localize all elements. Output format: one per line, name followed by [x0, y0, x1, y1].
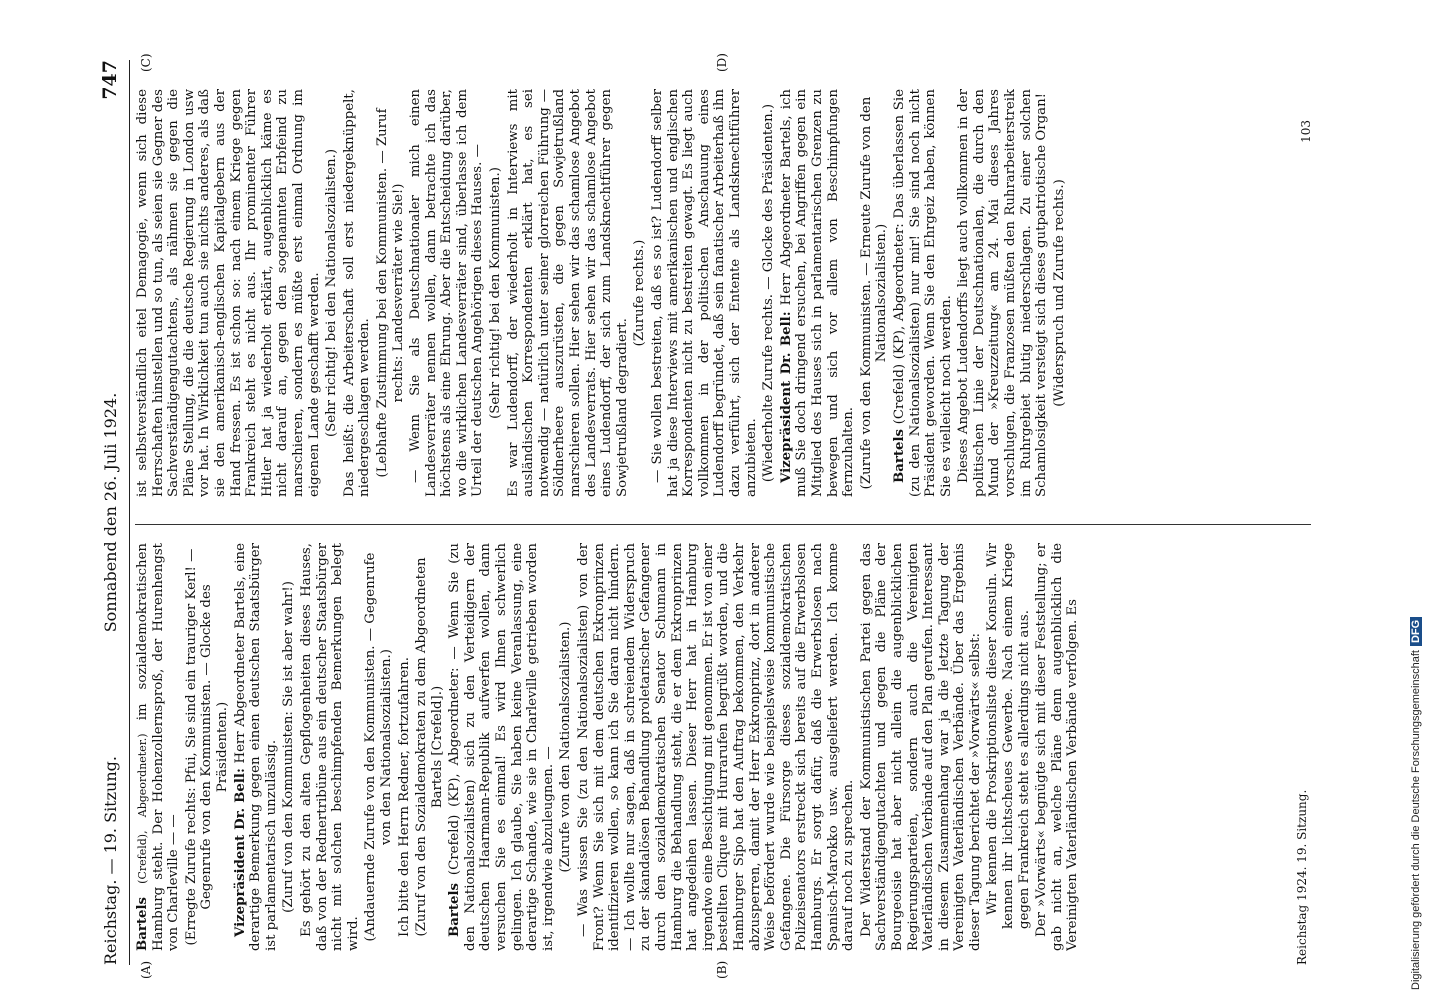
- paragraph-text: — Was wissen Sie (zu den Nationalsozialisten) von der Front? Wenn Sie sich mit dem deutschen Exkronprinzen identifizieren wollen, so kann ich Sie daran nicht hindern. — Ich wollte nur sagen, daß in schreiendem Widerspruch zu der skandalösen Behandlung proletarischer Gefangener durch den sozialdemokratischen Senator Schumann in Hamburg die Behandlung steht, die er dem Exkronprinzen hat angedeihen lassen. Dieser Herr hat in Hamburg irgendwo eine Besichtigung mit genommen. Er ist von einer bestellten Clique mit Hurrarufen begrüßt worden, und die Hamburger Sipo hat den Auftrag bekommen, den Verkehr abzusperren, damit der Herr Exkronprinz, dort in anderer Weise befördert wurde wie beispielsweise kommunistische Gefangene. Die Fürsorge dieses sozialdemokratischen Polizeisenators erstreckt sich bereits auf die Erwerbslosen Hamburgs. Er sorgt dafür, daß die Erwerbslosen nach Spanisch-Marokko usw. ausgeliefert werden. Ich komme darauf noch zu sprechen.: [576, 543, 857, 951]
- paragraph-text: Das heißt: die Arbeiterschaft soll erst niedergeknüppelt, niedergeschlagen werden.: [341, 89, 373, 497]
- dfg-logo: DFG: [1410, 617, 1422, 646]
- paragraph-text: (Lebhafte Zustimmung bei den Kommunisten. — Zuruf rechts: Landesverräter wie Sie!): [374, 108, 406, 478]
- paragraph: [324, 89, 340, 497]
- paragraph: [985, 543, 1032, 929]
- paragraph-text: (Andauernde Zurufe von den Kommunisten. — Gegenrufe von den Nationalsozialisten.): [363, 552, 394, 942]
- paragraph-text: Es gehört zu den alten Gepflogenheiten dieses Hauses, daß von der Rednertribüne aus ein deutscher Staatsbürger nicht mit solchen beschimpfenden Bemerkungen belegt wird.: [298, 543, 361, 951]
- paragraph: [363, 543, 394, 951]
- paragraph: [1052, 89, 1068, 497]
- paragraph-text: Es war Ludendorff, der wiederholt in Interviews mit ausländischen Korrespondenten erklärt hat, es sei notwendig — natürlich unter seiner glorreichen Führung — Söldnerheere auszurüsten, die gegen Sowjetrußland marschieren sollen. Hier sehen wir das schamlose Angebot des Landesverrats. Hier sehen wir das schamlose Angebot eines Ludendorff, der sich zum Landsknechtführer gegen Sowjetrußland degradiert.: [505, 89, 630, 497]
- paragraph-text: — Sie wollen bestreiten, daß es so ist? Ludendorff selber hat ja diese Interviews mit amerikanischen und englischen Korrespondenten nicht zu bestreiten gewagt. Es liegt auch vollkommen in der politischen Anschauung eines Ludendorff begründet, daß sein fanatischer Arbeiterhaß ihn dazu verführt, sich der Entente als Landsknechtführer anzubieten.: [650, 89, 759, 497]
- paragraph: [408, 89, 486, 497]
- paragraph-text: (Zuruf von den Sozialdemokraten zu dem Abgeordneten Bartels [Crefeld].): [414, 557, 445, 937]
- paragraph-text: Der Widerstand der Kommunistischen Partei gegen das Sachverständigengutachten und gegen die Pläne der Bourgeoisie hat aber nicht allein die augenblicklichen Regierungsparteien, sondern auch die Vereinigten Vaterländischen Verbände auf den Plan gerufen. Interessant in diesem Zusammenhang war ja die letzte Tagung der Vereinigten Vaterländischen Verbände. Über das Ergebnis dieser Tagung berichtet der »Vorwärts« selbst:: [858, 543, 983, 951]
- paragraph: [859, 89, 890, 497]
- paragraph-text: (Zuruf von den Kommunisten: Sie ist aber wahr!): [281, 581, 297, 913]
- speaker-name: Vizepräsident Dr. Bell:: [778, 311, 794, 483]
- paragraph-text: (Zurufe rechts.): [632, 239, 648, 347]
- funding-label: Digitalisierung gefördert durch die Deutsche Forschungsgemeinschaft: [1410, 650, 1422, 990]
- paragraph-text: Wir kennen die Proskriptionsliste dieser Konsuln. Wir kennen ihr lichtscheues Gewerbe. Nach einem Kriege gegen Frankreich steht es allerdings nicht aus.: [985, 543, 1032, 929]
- paragraph-text: — Wenn Sie als Deutschnationaler mich einen Landesverräter nennen wollen, dann betrachte ich das höchstens als eine Ehrung. Aber die Entscheidung darüber, wo die wirklichen Landesverräter sind, überlasse ich dem Urteil der deutschen Angehörigen dieses Hauses. —: [408, 89, 486, 497]
- paragraph-text: ist selbstverständlich eitel Demagogie, wenn sich diese Herrschaften hinstellen und so tun, als seien sie Gegner des Sachverständigengutachtens, als nähmen sie gegen die Pläne Stellung, die die deutsche Regierung in London usw vor hat. In Wirklichkeit tun auch sie nichts anderes, als daß sie den amerikanisch-englischen Kapitalgebern aus der Hand fressen. Es ist schon so: nach einem Kriege gegen Frankreich steht es nicht aus. Ihr prominenter Führer Hitler hat ja wiederholt erklärt, augenblicklich käme es nicht darauf an, gegen den sogenannten Erbfeind zu marschieren, sondern es müßte erst einmal Ordnung im eigenen Lande geschafft werden.: [135, 89, 322, 497]
- page-number: 747: [99, 60, 121, 100]
- paragraph: [558, 543, 574, 951]
- margin-mark-d: (D): [715, 53, 729, 72]
- paragraph: [859, 543, 984, 951]
- paragraph-text: (Zurufe von den Kommunisten. — Erneute Zurufe von den Nationalsozialisten.): [858, 96, 890, 490]
- right-column: [135, 89, 1315, 497]
- margin-mark-a: (A): [139, 960, 153, 979]
- margin-mark-b: (B): [715, 960, 729, 979]
- paragraph: [342, 89, 373, 497]
- paragraph: [281, 543, 297, 951]
- paragraph: [761, 89, 777, 497]
- footer-session: Reichstag 1924. 19. Sitzung.: [1295, 789, 1309, 965]
- paragraph-text: Dieses Angebot Ludendorffs liegt auch vollkommen in der politischen Linie der Deutschnationalen, die durch den Mund der »Kreuzzeitung« am 24. Mai dieses Jahres vorschlugen, die Franzosen müßten den Ruhrarbeiterstreik im Ruhrgebiet blutig niederschlagen. Zu einer solchen Schamlosigkeit versteigt sich dieses gutpatriotische Organ!: [956, 89, 1050, 497]
- paragraph: [650, 89, 759, 497]
- paragraph-text: Der »Vorwärts« begnügte sich mit dieser Feststellung; er gab nicht an, welche Pläne denn augenblicklich die Vereinigten Vaterländischen Verbände verfolgen. Es: [1034, 543, 1081, 951]
- paragraph: [632, 89, 648, 497]
- paragraph: [576, 543, 857, 951]
- paragraph-text: (Crefeld) (KP), Abgeordneter: Das überlassen Sie (zu den Nationalsozialisten) nur mir! Sie sind noch nicht Präsident geworden. Wenn Sie den Ehrgeiz haben, können Sie es vielleicht noch werden.: [891, 89, 954, 497]
- paragraph: [488, 89, 504, 497]
- paragraph: [414, 543, 445, 951]
- paragraph-text: (Erregte Zurufe rechts: Pfui, Sie sind ein trauriger Kerl! — Gegenrufe von den Kommunisten. — Glocke des Präsidenten.): [183, 548, 230, 946]
- left-column: [135, 543, 1315, 951]
- paragraph-text: Herr Abgeordneter Bartels, ich muß Sie doch dringend ersuchen, bei Angriffen gegen ein Mitglied des Hauses sich in parlamentarischen Grenzen zu bewegen und sich vor allem von Beschimpfungen fernzuhalten.: [778, 89, 857, 497]
- paragraph: [375, 89, 406, 497]
- paragraph-text: (Sehr richtig! bei den Kommunisten.): [488, 167, 504, 419]
- funding-note: [1410, 0, 1430, 990]
- paragraph: [506, 89, 631, 497]
- paragraph: [447, 543, 556, 951]
- paragraph: [299, 543, 361, 951]
- margin-mark-c: (C): [139, 53, 153, 72]
- paragraph-text: (Wiederholte Zurufe rechts. — Glocke des Präsidenten.): [761, 103, 777, 483]
- paragraph-text: Ich bitte den Herrn Redner, fortzufahren.: [396, 657, 412, 937]
- paragraph: [779, 89, 857, 497]
- paragraph-text: (Zurufe von den Nationalsozialisten.): [558, 621, 574, 873]
- column-divider: [135, 524, 1311, 525]
- paragraph-text: (Widerspruch und Zurufe rechts.): [1051, 179, 1067, 407]
- paragraph: [233, 543, 280, 951]
- speaker-name: Bartels: [447, 883, 463, 937]
- paragraph-text: im sozialdemokratischen Hamburg steht. Der Hohenzollernsproß, der Hurenhengst von Charleville — —: [135, 543, 182, 951]
- paragraph-text: (Sehr richtig! bei den Nationalsozialisten.): [324, 148, 340, 438]
- paragraph: [135, 89, 322, 497]
- paragraph: [1034, 543, 1081, 951]
- signature-number: 103: [1299, 120, 1313, 143]
- paragraph: [135, 543, 182, 951]
- paragraph: [892, 89, 954, 497]
- paragraph-text: Herr Abgeordneter Bartels, eine derartige Bemerkung gegen einen deutschen Staatsbürger ist parlamentarisch unzulässig.: [232, 543, 279, 951]
- speaker-affiliation: (Crefeld), Abgeordneter.): [136, 720, 149, 897]
- document-page: [95, 53, 1320, 979]
- paragraph: [956, 89, 1050, 497]
- speaker-name: Vizepräsident Dr. Bell:: [232, 768, 248, 937]
- paragraph: [397, 543, 413, 951]
- page-header: [95, 60, 130, 965]
- paragraph: [184, 543, 231, 951]
- header-session: Reichstag. — 19. Sitzung.: [101, 756, 120, 965]
- paragraph-text: (Crefeld) (KP), Abgeordneter: — Wenn Sie (zu den Nationalsozialisten) sich zu den Verteidigern der deutschen Haarmann-Republik aufwerfen wollen, dann versuchen Sie es einmal! Es wird Ihnen schwerlich gelingen. Ich glaube, Sie haben keine Veranlassung, eine derartige Schande, wie sie in Charleville getrieben worden ist, irgendwie abzuleugnen. —: [447, 543, 556, 951]
- header-date: Sonnabend den 26. Juli 1924.: [101, 392, 120, 633]
- speaker-name: Bartels: [135, 897, 150, 951]
- speaker-name: Bartels: [891, 429, 907, 483]
